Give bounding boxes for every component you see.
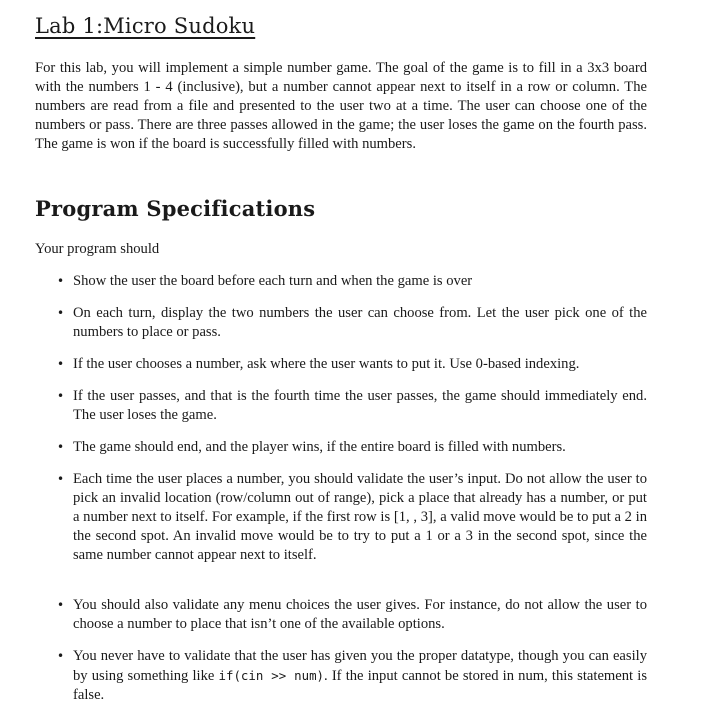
spec-text: You should also validate any menu choices the user gives. For instance, do not allow the user to choose a number to place that isn’t one of the available options. bbox=[73, 597, 647, 632]
spec-text: Show the user the board before each turn and when the game is over bbox=[73, 273, 473, 289]
bullet-icon: • bbox=[57, 274, 65, 288]
lab-title: Lab 1:Micro Sudoku bbox=[35, 14, 256, 38]
spec-text: If the user passes, and that is the fourth time the user passes, the game should immediately end. The user loses the game. bbox=[73, 388, 647, 423]
spec-text-after-code: . If the input cannot be stored in num, this statement is false. bbox=[73, 668, 647, 703]
intro-paragraph: For this lab, you will implement a simple number game. The goal of the game is to fill in a 3x3 board with the numbers 1 - 4 (inclusive), but a number cannot appear next to itself in a row or column. The numbers are read from a file and presented to the user two at a time. The user can choose one of the numbers or pass. There are three passes allowed in the game; the user loses the game on the fourth pass. The game is won if the board is successfully filled with numbers. bbox=[35, 60, 647, 152]
spec-text: On each turn, display the two numbers the user can choose from. Let the user pick one of the numbers to place or pass. bbox=[73, 305, 647, 340]
bullet-icon: • bbox=[57, 306, 65, 320]
bullet-icon: • bbox=[57, 649, 65, 663]
spec-text: Each time the user places a number, you should validate the user’s input. Do not allow the user to pick an invalid location (row/column out of range), pick a place that already has a number, or put a number next to itself. For example, if the first row is [1, , 3], a valid move would be to put a 2 in the second spot. An invalid move would be to try to put a 1 or a 3 in the second spot, since the same number cannot appear next to itself. bbox=[73, 471, 647, 563]
section-heading: Program Specifications bbox=[35, 196, 316, 221]
bullet-icon: • bbox=[57, 440, 65, 454]
bullet-icon: • bbox=[57, 472, 65, 486]
lead-text: Your program should bbox=[35, 241, 160, 257]
spec-text bbox=[73, 647, 647, 705]
code-snippet: if(cin >> num) bbox=[218, 668, 325, 683]
spec-text: If the user chooses a number, ask where the user wants to put it. Use 0-based indexing. bbox=[73, 356, 580, 372]
bullet-icon: • bbox=[57, 389, 65, 403]
spec-text-before-code: You never have to validate that the user has given you the proper datatype, though you can easily by using something like bbox=[73, 648, 647, 684]
spec-text: The game should end, and the player wins, if the entire board is filled with numbers. bbox=[73, 439, 566, 455]
bullet-icon: • bbox=[57, 357, 65, 371]
bullet-icon: • bbox=[57, 598, 65, 612]
